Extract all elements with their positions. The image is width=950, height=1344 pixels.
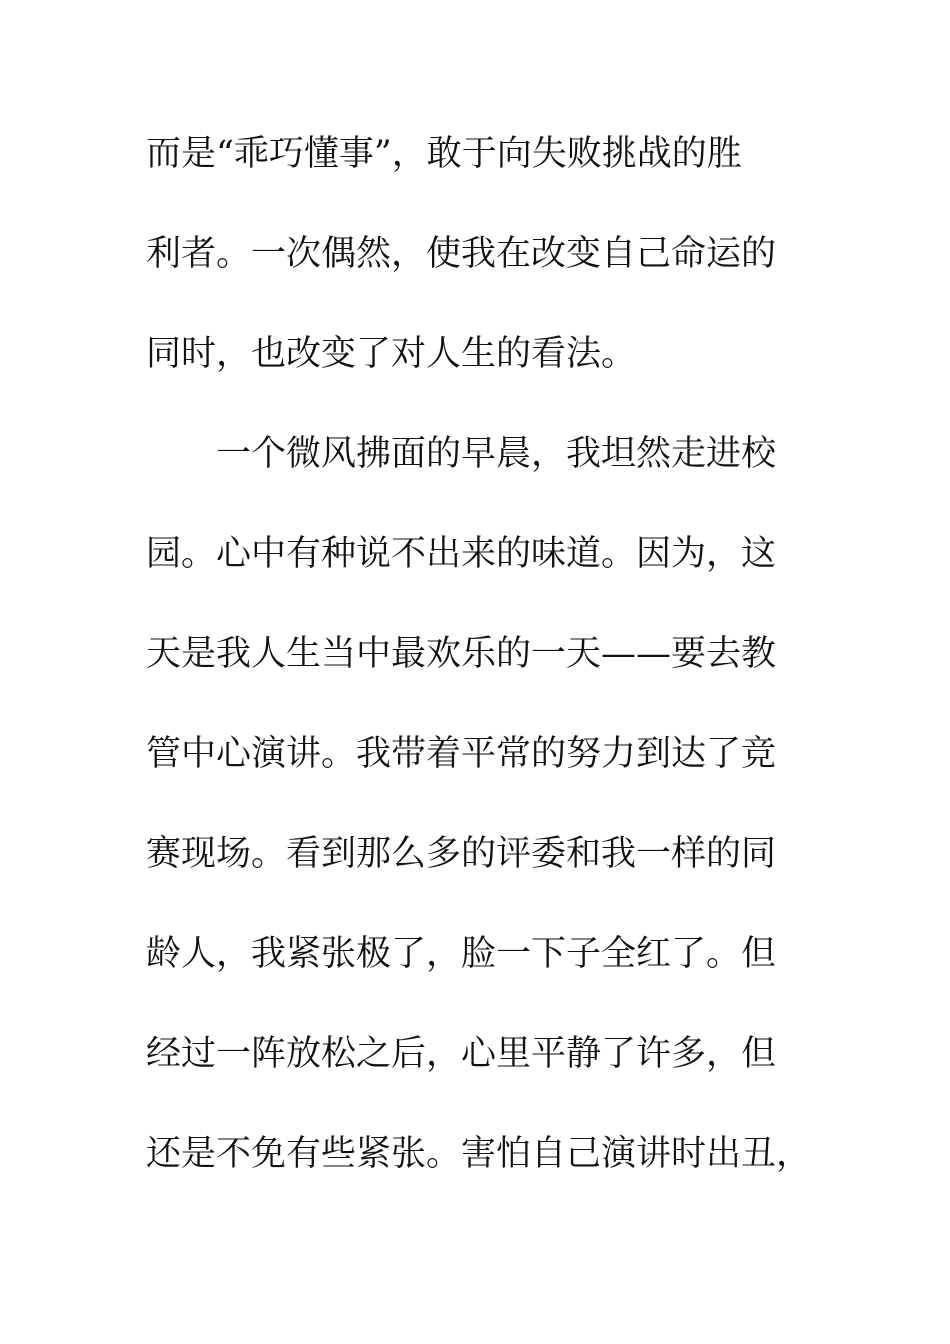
text-line-7: 管中心演讲。我带着平常的努力到达了竞 (146, 734, 777, 774)
document-body (146, 126, 826, 1226)
text-line-2: 利者。一次偶然，使我在改变自己命运的 (146, 234, 777, 274)
text-line-1: 而是“乖巧懂事”，敢于向失败挑战的胜 (146, 134, 742, 174)
text-line-5: 园。心中有种说不出来的味道。因为，这 (146, 534, 777, 574)
text-line-6: 天是我人生当中最欢乐的一天——要去教 (146, 634, 777, 674)
text-line-8: 赛现场。看到那么多的评委和我一样的同 (146, 834, 777, 874)
text-line-9: 龄人，我紧张极了，脸一下子全红了。但 (146, 934, 777, 974)
text-line-3: 同时，也改变了对人生的看法。 (146, 334, 637, 374)
text-line-4: 一个微风拂面的早晨，我坦然走进校 (216, 434, 777, 474)
text-line-10: 经过一阵放松之后，心里平静了许多，但 (146, 1034, 777, 1074)
text-line-11: 还是不免有些紧张。害怕自己演讲时出丑， (146, 1134, 812, 1174)
